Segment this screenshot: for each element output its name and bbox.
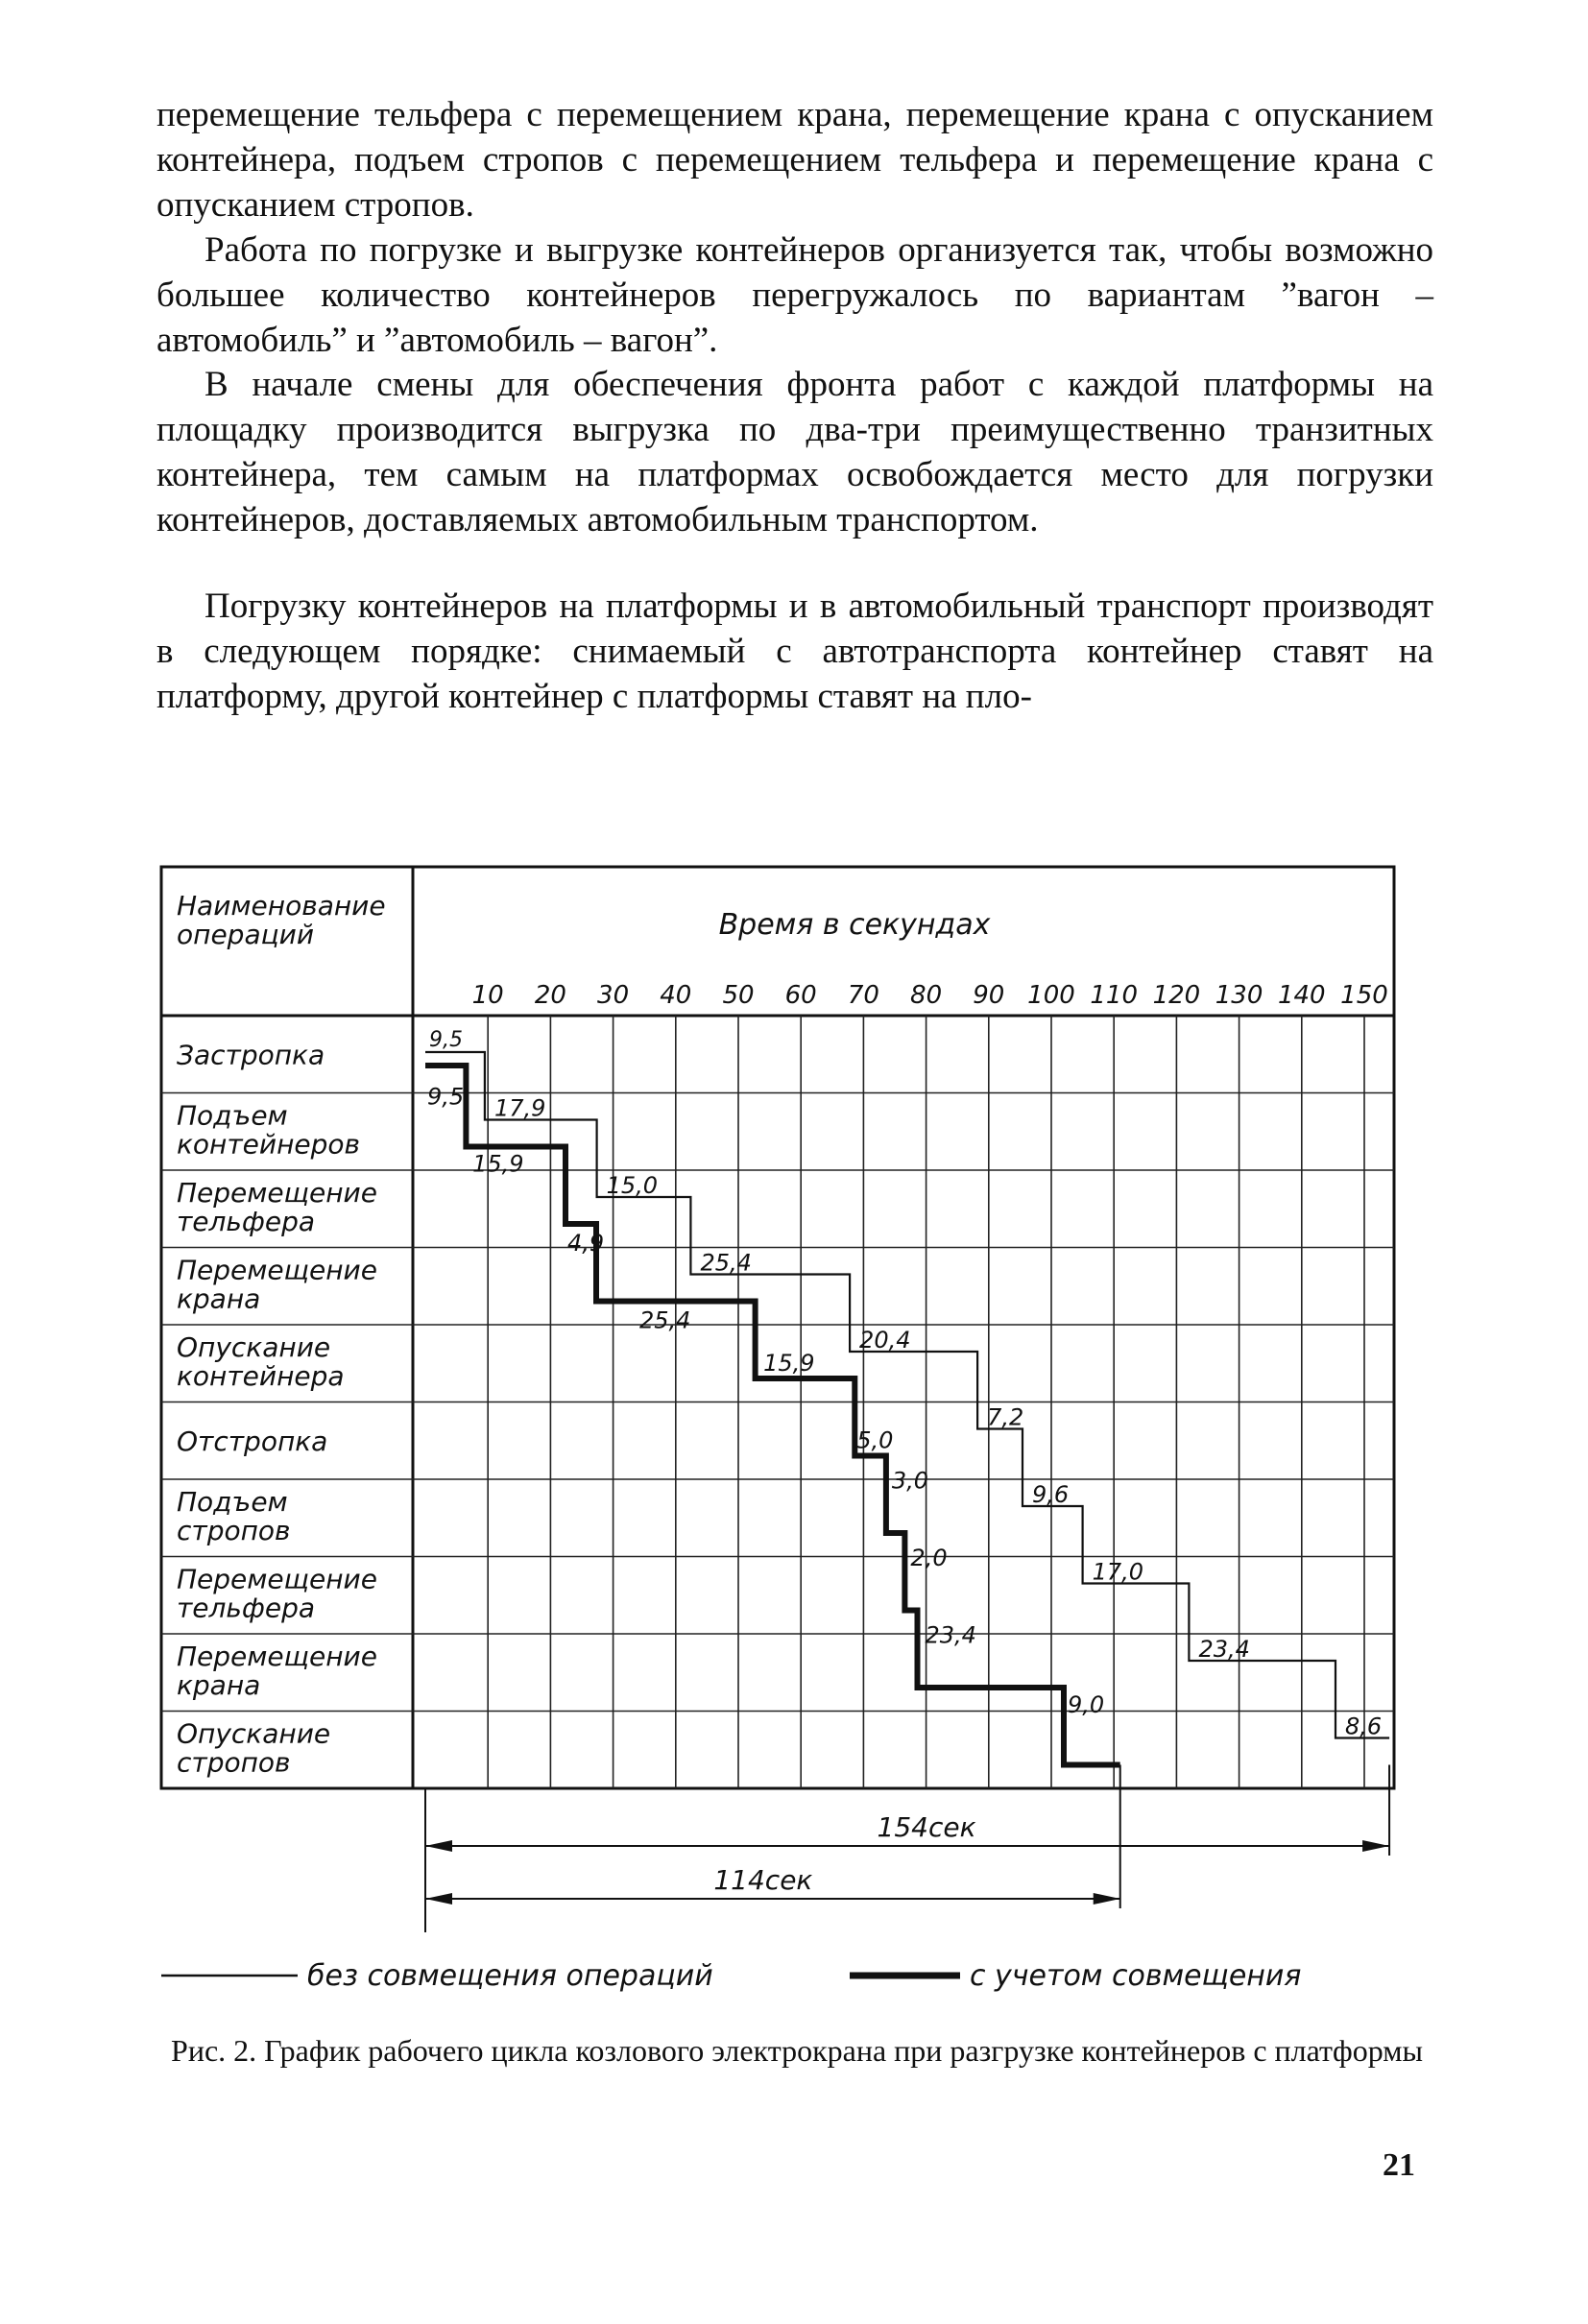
operation-name: контейнеров [177, 1128, 361, 1161]
combined-duration-label: 25,4 [638, 1306, 691, 1334]
x-tick-label: 70 [847, 981, 879, 1010]
operation-name: крана [177, 1282, 261, 1315]
header-ops-line2: операций [177, 919, 315, 950]
combined-duration-label: 2,0 [910, 1545, 948, 1571]
x-tick-label: 40 [660, 981, 692, 1010]
duration-label: 9,5 [429, 1028, 463, 1052]
x-tick-label: 150 [1340, 981, 1388, 1010]
x-tick-label: 90 [973, 981, 1005, 1010]
operation-name: Застропка [177, 1039, 325, 1071]
operation-name: Перемещение [177, 1641, 377, 1672]
legend-thin-label: без совмещения операций [307, 1959, 713, 1993]
paragraph-1: перемещение тельфера с перемещением крана, перемещение крана с опусканием контейнера, подъем стропов с перемещением тельфера и перемещение крана с опусканием стропов. [156, 95, 1433, 225]
paragraph-2: Работа по погрузке и выгрузке контейнеров организуется так, чтобы возможно большее количество контейнеров перегружалось по вариантам ”вагон – автомобиль” и ”автомобиль – вагон”. [156, 230, 1433, 360]
paragraph-3: В начале смены для обеспечения фронта работ с каждой платформы на площадку производится выгрузка по два-три преимущественно транзитных контейнера, тем самым на платформах освобождается место для погрузки контейнеров, доставляемых автомобильным транспортом. [156, 365, 1433, 539]
x-tick-label: 100 [1027, 981, 1075, 1010]
operation-name: тельфера [177, 1592, 316, 1624]
combined-duration-label: 23,4 [925, 1621, 976, 1649]
operation-name: Опускание [177, 1331, 331, 1363]
x-tick-label: 20 [534, 981, 566, 1010]
operation-name: Опускание [177, 1717, 331, 1750]
x-tick-label: 30 [597, 981, 630, 1010]
dim-arrow [1094, 1893, 1120, 1905]
duration-label: 25,4 [700, 1249, 752, 1277]
x-tick-label: 110 [1090, 981, 1139, 1010]
page-number: 21 [1383, 2147, 1415, 2183]
duration-label: 8,6 [1345, 1713, 1383, 1740]
x-tick-label: 80 [910, 981, 943, 1010]
operation-name: Подъем [177, 1099, 288, 1132]
combined-duration-label: 5,0 [856, 1426, 894, 1454]
x-tick-label: 50 [722, 981, 755, 1010]
header-ops-line1: Наименование [177, 890, 386, 922]
operation-name: Отстропка [177, 1425, 328, 1457]
total-sequential-label: 154сек [877, 1811, 976, 1843]
x-tick-label: 130 [1215, 981, 1263, 1010]
combined-duration-label: 9,0 [1068, 1691, 1105, 1718]
duration-label: 7,2 [987, 1403, 1024, 1431]
combined-duration-label: 4,9 [566, 1230, 605, 1257]
duration-label: 20,4 [859, 1327, 911, 1354]
duration-label: 23,4 [1198, 1636, 1250, 1663]
combined-duration-label: 15,9 [472, 1150, 524, 1178]
total-combined-label: 114сек [713, 1864, 813, 1896]
schedule-chart [154, 859, 1431, 1993]
operation-name: контейнера [177, 1360, 345, 1392]
operation-name: Перемещение [177, 1177, 377, 1209]
combined-duration-label: 15,9 [763, 1350, 815, 1377]
x-tick-label: 140 [1277, 981, 1326, 1010]
duration-label: 17,0 [1092, 1558, 1144, 1586]
paragraph-4: Погрузку контейнеров на платформы и в автомобильный транспорт производят в следующем порядке: снимаемый с автотранспорта контейнер ставят на платформу, другой контейнер с платформы ставят на пло- [156, 587, 1433, 716]
operation-name: Перемещение [177, 1563, 377, 1595]
operation-name: Перемещение [177, 1254, 377, 1286]
dim-arrow [425, 1840, 452, 1852]
figure-caption: Рис. 2. График рабочего цикла козлового электрокрана при разгрузке контейнеров с платформы [171, 2033, 1423, 2068]
legend-thick-label: с учетом совмещения [970, 1959, 1302, 1993]
operation-name: стропов [177, 1515, 291, 1546]
duration-label: 17,9 [493, 1094, 546, 1122]
x-ticks [472, 981, 1388, 1010]
dim-arrow [1362, 1840, 1389, 1852]
operation-name: крана [177, 1669, 261, 1701]
combined-duration-label: 9,5 [427, 1083, 465, 1111]
duration-label: 15,0 [606, 1172, 659, 1199]
operation-name: стропов [177, 1746, 291, 1779]
header-time: Время в секундах [718, 908, 991, 942]
legend [161, 1959, 1301, 1993]
duration-label: 9,6 [1032, 1481, 1070, 1508]
dim-arrow [425, 1893, 452, 1905]
x-tick-label: 10 [471, 981, 504, 1010]
x-tick-label: 60 [784, 981, 817, 1010]
combined-duration-label: 3,0 [891, 1467, 929, 1495]
operation-name: Подъем [177, 1486, 288, 1518]
x-tick-label: 120 [1152, 981, 1201, 1010]
operation-name: тельфера [177, 1206, 316, 1237]
dimension-lines [425, 1765, 1389, 1933]
step-lines [425, 1028, 1389, 1765]
